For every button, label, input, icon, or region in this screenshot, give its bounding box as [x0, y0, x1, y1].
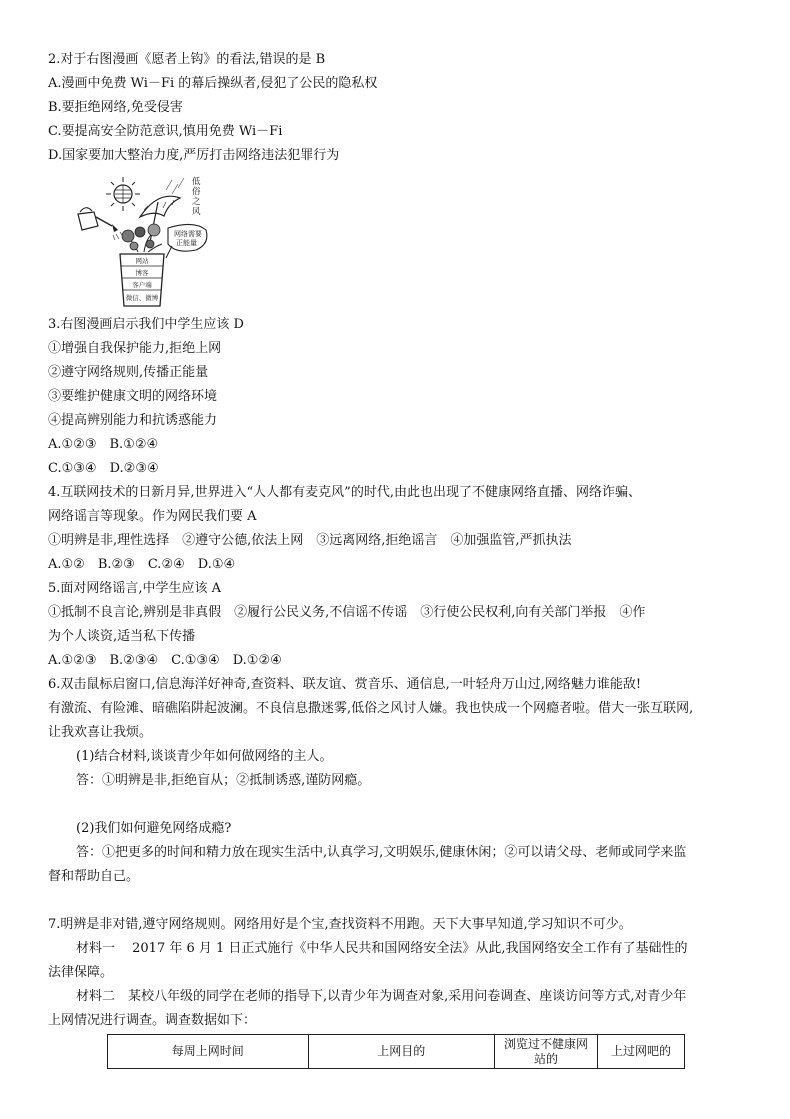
q5-items-line-2: 为个人谈资,适当私下传播: [48, 629, 196, 644]
pot-label-3: 客户端: [132, 281, 152, 289]
q7-material-1-line-2: 法律保障。: [48, 965, 114, 980]
table-header-row: [108, 1035, 685, 1069]
watering-can-icon: [78, 208, 124, 240]
table-header-cell: 每周上网时间: [108, 1035, 309, 1069]
flower-plant-icon: [122, 224, 162, 252]
q5-items-line-1: ①抵制不良言论,辨别是非真假 ②履行公民义务,不信谣不传谣 ③行使公民权利,向有关部门举报 ④作: [48, 605, 646, 620]
q3-item-1: ①增强自我保护能力,拒绝上网: [48, 341, 222, 356]
sign-text: 网络需要正能量: [174, 230, 202, 247]
pot-label-1: 网站: [135, 257, 149, 265]
q3-item-2: ②遵守网络规则,传播正能量: [48, 365, 209, 380]
q3-stem: 3.右图漫画启示我们中学生应该 D: [48, 317, 244, 332]
pot-label-2: 博客: [135, 269, 149, 277]
q7-stem: 7.明辨是非对错,遵守网络规则。网络用好是个宝,查找资料不用跑。天下大事早知道,学习知识不可少。: [48, 917, 632, 932]
q6-sub-question-1: (1)结合材料,谈谈青少年如何做网络的主人。: [76, 749, 333, 764]
q6-line-1: 6.双击鼠标启窗口,信息海洋好神奇,查资料、联友谊、赏音乐、通信息,一叶轻舟万山过,网络魅力谁能敌!: [48, 677, 642, 692]
q2-option-c: C.要提高安全防范意识,慎用免费 Wi－Fi: [48, 124, 283, 139]
q3-choices-2: C.①③④ D.②③④: [48, 461, 159, 476]
q7-material-1-line-1: 材料一 2017 年 6 月 1 日正式施行《中华人民共和国网络安全法》从此,我国网络安全工作有了基础性的: [76, 941, 688, 956]
q4-line-1: 4.互联网技术的日新月异,世界进入“人人都有麦克风”的时代,由此也出现了不健康网络直播、网络诈骗、: [48, 485, 641, 500]
q4-choices: A.①② B.②③ C.②④ D.①④: [48, 557, 236, 572]
table-header-cell: 上网目的: [308, 1035, 495, 1069]
q2-option-b: B.要拒绝网络,免受侵害: [48, 100, 183, 115]
q2-option-a: A.漫画中免费 Wi－Fi 的幕后操纵者,侵犯了公民的隐私权: [48, 76, 378, 91]
sign-board: [166, 224, 207, 258]
q3-item-4: ④提高辨别能力和抗诱惑能力: [48, 413, 218, 428]
cartoon-illustration: [68, 172, 218, 312]
q2-stem: 2.对于右图漫画《愿者上钩》的看法,错误的是 B: [48, 52, 326, 67]
pot-label-4: 微信、微博: [125, 294, 159, 302]
q6-answer-1: 答：①明辨是非,拒绝盲从；②抵制诱惑,谨防网瘾。: [76, 773, 371, 788]
table-header-cell: 浏览过不健康网站的: [495, 1035, 598, 1069]
table-header-cell: 上过网吧的: [597, 1035, 684, 1069]
q4-items: ①明辨是非,理性选择 ②遵守公德,依法上网 ③远离网络,拒绝谣言 ④加强监管,严抓执法: [48, 533, 572, 548]
q5-stem: 5.面对网络谣言,中学生应该 A: [48, 581, 222, 596]
q2-option-d: D.国家要加大整治力度,严厉打击网络违法犯罪行为: [48, 148, 340, 163]
q3-item-3: ③要维护健康文明的网络环境: [48, 389, 218, 404]
q6-answer-2-line-1: 答：①把更多的时间和精力放在现实生活中,认真学习,文明娱乐,健康休闲；②可以请父母、老师或同学来监: [76, 845, 687, 860]
q7-material-2-line-2: 上网情况进行调查。调查数据如下：: [48, 1013, 257, 1028]
flower-pot: [120, 254, 164, 306]
q3-choices-1: A.①②③ B.①②④: [48, 437, 159, 452]
q6-sub-question-2: (2)我们如何避免网络成瘾?: [76, 821, 232, 836]
q7-material-2-line-1: 材料二 某校八年级的同学在老师的指导下,以青少年为调查对象,采用问卷调查、座谈访问等方式,对青少年: [76, 989, 687, 1004]
q6-answer-2-line-2: 督和帮助自己。: [48, 869, 140, 884]
q5-choices: A.①②③ B.②③④ C.①③④ D.①②④: [48, 653, 282, 668]
q6-line-2: 有激流、有险滩、暗礁陷阱起波澜。不良信息撒迷雾,低俗之风讨人嫌。我也快成一个网瘾者啦。借大一张互联网,: [48, 701, 694, 716]
survey-table: [107, 1034, 685, 1069]
cartoon-side-text: 低俗之风: [192, 177, 201, 217]
sun-icon: [106, 177, 140, 211]
q4-line-2: 网络谣言等现象。作为网民我们要 A: [48, 509, 257, 524]
q6-line-3: 让我欢喜让我烦。: [48, 725, 153, 740]
